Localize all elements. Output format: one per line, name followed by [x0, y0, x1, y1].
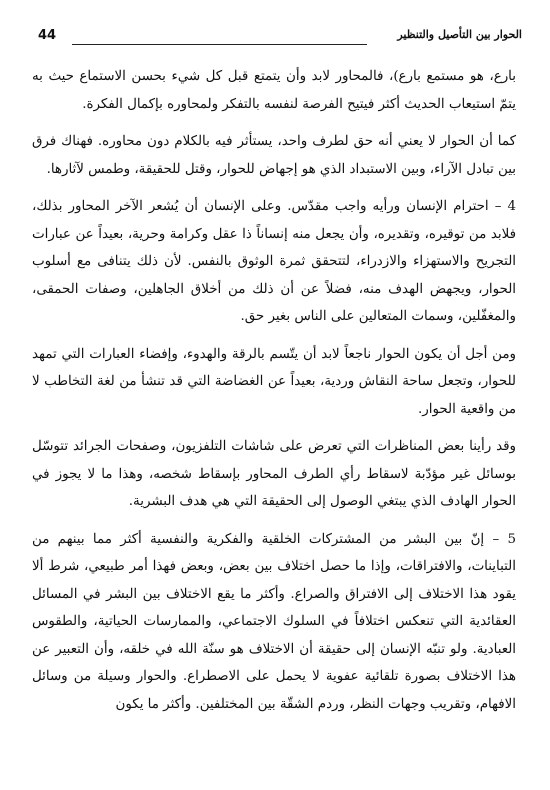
paragraph-debates: وقد رأينا بعض المناظرات التي تعرض على شاشات التلفزيون، وصفحات الجرائد تتوسّل بوسائل غير مؤدّبة لاسقاط رأي الطرف المحاور بإسقاط شخصه، وهذا ما لا يجوز في الحوار الهادف الذي يبتغي الوصول إلى الحقيقة التي هي هدف البشرية.	[32, 439, 516, 509]
paragraph-listening: بارع، هو مستمع بارع)، فالمحاور لابد وأن يتمتع قبل كل شيء بحسن الاستماع حيث به يتمّ استيعاب الحديث أكثر فيتيح الفرصة لنفسه بالتفكر ولمحاوره بإكمال الفكرة.	[32, 69, 516, 112]
page-body	[32, 63, 516, 718]
paragraph-commonalities: 5 – إنّ بين البشر من المشتركات الخلقية والفكرية والنفسية أكثر مما بينهم من التباينات، والافتراقات، وإذا ما حصل اختلاف بين بعض، وبعض فهذا أمر طبيعي، شرط ألا يقود هذا الاختلاف إلى الافتراق والصراع. وأكثر ما يقع الاختلاف بين البشر في المسائل العقائدية التي تنعكس اختلافاً في السلوك الاجتماعي، والممارسات الحياتية، والطقوس العبادية. ولو تنبّه الإنسان إلى حقيقة أن الاختلاف هو سنّة الله في خلقه، وأن التعبير عن هذا الاختلاف بصورة تلقائية عفوية لا يحمل على الاصطراع. والحوار وسيلة من وسائل الافهام، وتقريب وجهات النظر، وردم الشقّة بين المختلفين. وأكثر ما يكون	[32, 531, 516, 712]
paragraph-gentleness: ومن أجل أن يكون الحوار ناجعاً لابد أن يتّسم بالرقة والهدوء، وإفضاء العبارات التي تمهد للحوار، وتجعل ساحة النقاش وردية، بعيداً عن الغضاضة التي قد تنشأ من لغة التخاطب لا من واقعية الحوار.	[32, 346, 516, 417]
running-title: الحوار بين التأصيل والتنظير	[397, 28, 522, 41]
page-number: 44	[38, 28, 57, 43]
paragraph-not-one-sided: كما أن الحوار لا يعني أنه حق لطرف واحد، يستأثر فيه بالكلام دون محاوره. فهناك فرق بين تبادل الآراء، وبين الاستبداد الذي هو إجهاض للحوار، وقتل للحقيقة، وطمس لآثارها.	[32, 134, 516, 177]
page-header	[28, 24, 522, 50]
paragraph-respect: 4 – احترام الإنسان ورأيه واجب مقدّس. وعلى الإنسان أن يُشعر الآخر المحاور بذلك، فلابد من توقيره، وتقديره، وأن يجعل منه إنساناً ذا عقل وكرامة وحرية، بعيداً عن عبارات التجريح والاستهزاء والازدراء، لتتحقق ثمرة الوثوق بالنفس. لأن ذلك يتنافى مع أسلوب الحوار، ويجهض الهدف منه، فضلاً عن أن ذلك من أخلاق الجاهلين، وصفات الحمقى، والمغفّلين، وسمات المتعالين على الناس بغير حق.	[32, 199, 516, 324]
header-rule	[72, 44, 367, 45]
